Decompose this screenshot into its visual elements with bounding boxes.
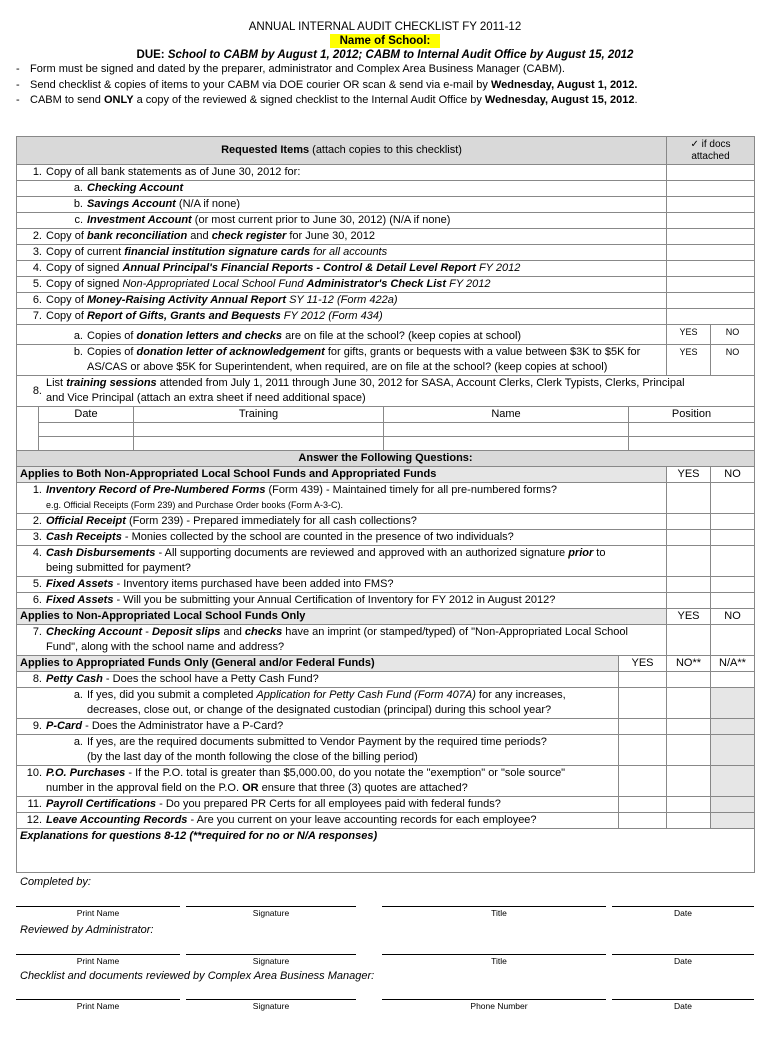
q10-yes[interactable] bbox=[619, 766, 667, 797]
item-6: 6. Copy of Money-Raising Activity Annual Report SY 11-12 (Form 422a) bbox=[17, 293, 667, 309]
question-7: 7. Checking Account - Deposit slips and checks have an imprint (or stamped/typed) of "Non-Appropriated Local School Fund", along with the school name and address? bbox=[17, 625, 667, 656]
item-7: 7. Copy of Report of Gifts, Grants and Bequests FY 2012 (Form 434) bbox=[17, 309, 667, 325]
instruction-2: - Send checklist & copies of items to your CABM via DOE courier OR scan & send via e-mail by Wednesday, August 1, 2012. bbox=[30, 78, 770, 94]
item-2: 2. Copy of bank reconciliation and check register for June 30, 2012 bbox=[17, 229, 667, 245]
title-line[interactable] bbox=[382, 954, 606, 955]
question-9a: a. If yes, are the required documents submitted to Vendor Payment by the required time periods? (by the last day of the month following the close of the billing period) bbox=[17, 735, 619, 766]
sec2-no-header: NO bbox=[711, 609, 755, 625]
item-7-checkbox[interactable] bbox=[667, 309, 755, 325]
print-name-label: Print Name bbox=[76, 908, 120, 918]
sec1-no-header: NO bbox=[711, 467, 755, 483]
q9-no[interactable] bbox=[667, 719, 711, 735]
q6-yes[interactable] bbox=[667, 593, 711, 609]
requested-items-table bbox=[16, 136, 754, 451]
phone-line[interactable] bbox=[382, 999, 606, 1000]
item-6-checkbox[interactable] bbox=[667, 293, 755, 309]
q9-yes[interactable] bbox=[619, 719, 667, 735]
instructions-list bbox=[0, 62, 770, 109]
q9a-no[interactable] bbox=[667, 735, 711, 766]
audit-checklist-page bbox=[0, 20, 770, 1044]
training-col-training: Training bbox=[134, 407, 384, 423]
questions-table bbox=[16, 450, 754, 873]
q5-yes[interactable] bbox=[667, 577, 711, 593]
q4-yes[interactable] bbox=[667, 546, 711, 577]
q8a-yes[interactable] bbox=[619, 688, 667, 719]
item-2-checkbox[interactable] bbox=[667, 229, 755, 245]
training-cell[interactable] bbox=[629, 423, 755, 437]
q9a-na bbox=[711, 735, 755, 766]
item-1-checkbox[interactable] bbox=[667, 165, 755, 181]
sec3-no-header: NO** bbox=[667, 656, 711, 672]
q4-no[interactable] bbox=[711, 546, 755, 577]
date-line[interactable] bbox=[612, 999, 754, 1000]
sec2-yes-header: YES bbox=[667, 609, 711, 625]
training-table bbox=[16, 406, 755, 451]
question-2: 2. Official Receipt (Form 239) - Prepared immediately for all cash collections? bbox=[17, 514, 667, 530]
item-4-checkbox[interactable] bbox=[667, 261, 755, 277]
item-3: 3. Copy of current financial institution signature cards for all accounts bbox=[17, 245, 667, 261]
school-name-label[interactable]: Name of School: bbox=[330, 34, 441, 48]
question-1: 1. Inventory Record of Pre-Numbered Forms (Form 439) - Maintained timely for all pre-numbered forms? e.g. Official Receipts (Form 239) and Purchase Order books (Form A-3-C). bbox=[17, 483, 667, 514]
due-text: School to CABM by August 1, 2012; CABM to Internal Audit Office by August 15, 2012 bbox=[167, 49, 634, 61]
reviewed-by-label: Reviewed by Administrator: bbox=[20, 924, 154, 936]
item-7a-no[interactable]: NO bbox=[711, 325, 755, 345]
print-name-line[interactable] bbox=[16, 954, 180, 955]
training-cell[interactable] bbox=[629, 437, 755, 451]
item-7a-yes[interactable]: YES bbox=[667, 325, 711, 345]
q10-no[interactable] bbox=[667, 766, 711, 797]
training-cell[interactable] bbox=[39, 423, 134, 437]
question-8a: a. If yes, did you submit a completed Application for Petty Cash Fund (Form 407A) for any increases, decreases, close out, or change of the designated custodian (principal) during this school year? bbox=[17, 688, 619, 719]
item-1b: b. Savings Account (N/A if none) bbox=[17, 197, 667, 213]
question-6: 6. Fixed Assets - Will you be submitting your Annual Certification of Inventory for FY 2012 in August 2012? bbox=[17, 593, 667, 609]
explanations-field[interactable]: Explanations for questions 8-12 (**required for no or N/A responses) bbox=[17, 829, 755, 873]
sec3-yes-header: YES bbox=[619, 656, 667, 672]
date-label: Date bbox=[674, 956, 692, 966]
q8a-na bbox=[711, 688, 755, 719]
q6-no[interactable] bbox=[711, 593, 755, 609]
item-4: 4. Copy of signed Annual Principal's Financial Reports - Control & Detail Level Report FY 2012 bbox=[17, 261, 667, 277]
title-label: Title bbox=[491, 956, 507, 966]
print-name-label: Print Name bbox=[76, 1001, 120, 1011]
q8-no[interactable] bbox=[667, 672, 711, 688]
item-1c-checkbox[interactable] bbox=[667, 213, 755, 229]
q3-no[interactable] bbox=[711, 530, 755, 546]
section-appropriated: Applies to Appropriated Funds Only (General and/or Federal Funds) bbox=[17, 656, 619, 672]
check-if-attached-header: ✓ if docs attached bbox=[667, 137, 755, 165]
completed-by-label: Completed by: bbox=[20, 876, 91, 888]
item-7b: b. Copies of donation letter of acknowledgement for gifts, grants or bequests with a value between $3K to $5K for AS/CAS or above $5K for Superintendent, when required, are on file at the school? (keep copies at school) bbox=[17, 345, 667, 376]
training-cell[interactable] bbox=[384, 437, 629, 451]
signature-line[interactable] bbox=[186, 906, 356, 907]
signature-label: Signature bbox=[252, 1001, 290, 1011]
q3-yes[interactable] bbox=[667, 530, 711, 546]
title-label: Title bbox=[491, 908, 507, 918]
q11-no[interactable] bbox=[667, 797, 711, 813]
date-line[interactable] bbox=[612, 954, 754, 955]
q8a-no[interactable] bbox=[667, 688, 711, 719]
q2-no[interactable] bbox=[711, 514, 755, 530]
item-7a: a. Copies of donation letters and checks are on file at the school? (keep copies at school) bbox=[17, 325, 667, 345]
print-name-line[interactable] bbox=[16, 906, 180, 907]
q11-yes[interactable] bbox=[619, 797, 667, 813]
q1-no[interactable] bbox=[711, 483, 755, 514]
question-12: 12. Leave Accounting Records - Are you current on your leave accounting records for each employee? bbox=[17, 813, 619, 829]
instruction-1: - Form must be signed and dated by the preparer, administrator and Complex Area Business Manager (CABM). bbox=[30, 62, 770, 78]
signature-label: Signature bbox=[252, 908, 290, 918]
phone-label: Phone Number bbox=[470, 1001, 528, 1011]
item-7b-yes[interactable]: YES bbox=[667, 345, 711, 376]
sec3-na-header: N/A** bbox=[711, 656, 755, 672]
section-both-funds: Applies to Both Non-Appropriated Local School Funds and Appropriated Funds bbox=[17, 467, 667, 483]
q2-yes[interactable] bbox=[667, 514, 711, 530]
question-8: 8. Petty Cash - Does the school have a Petty Cash Fund? bbox=[17, 672, 619, 688]
print-name-line[interactable] bbox=[16, 999, 180, 1000]
q8-yes[interactable] bbox=[619, 672, 667, 688]
question-11: 11. Payroll Certifications - Do you prepared PR Certs for all employees paid with federal funds? bbox=[17, 797, 619, 813]
signature-label: Signature bbox=[252, 956, 290, 966]
training-cell[interactable] bbox=[384, 423, 629, 437]
training-col-date: Date bbox=[39, 407, 134, 423]
question-9: 9. P-Card - Does the Administrator have a P-Card? bbox=[17, 719, 619, 735]
title-line[interactable] bbox=[382, 906, 606, 907]
question-4: 4. Cash Disbursements - All supporting documents are reviewed and approved with an authorized signature prior to being submitted for payment? bbox=[17, 546, 667, 577]
date-label: Date bbox=[674, 1001, 692, 1011]
q12-na bbox=[711, 813, 755, 829]
training-col-name: Name bbox=[384, 407, 629, 423]
item-5: 5. Copy of signed Non-Appropriated Local School Fund Administrator's Check List FY 2012 bbox=[17, 277, 667, 293]
questions-header: Answer the Following Questions: bbox=[17, 451, 755, 467]
q12-yes[interactable] bbox=[619, 813, 667, 829]
q12-no[interactable] bbox=[667, 813, 711, 829]
item-1c: c. Investment Account (or most current prior to June 30, 2012) (N/A if none) bbox=[17, 213, 667, 229]
print-name-label: Print Name bbox=[76, 956, 120, 966]
q1-yes[interactable] bbox=[667, 483, 711, 514]
q5-no[interactable] bbox=[711, 577, 755, 593]
training-cell[interactable] bbox=[134, 437, 384, 451]
cabm-review-label: Checklist and documents reviewed by Complex Area Business Manager: bbox=[20, 970, 375, 982]
q8-na[interactable] bbox=[711, 672, 755, 688]
item-1a: a. Checking Account bbox=[17, 181, 667, 197]
signature-line[interactable] bbox=[186, 999, 356, 1000]
form-title: ANNUAL INTERNAL AUDIT CHECKLIST FY 2011-12 bbox=[248, 21, 522, 33]
due-label: DUE: bbox=[136, 49, 165, 61]
item-7b-no[interactable]: NO bbox=[711, 345, 755, 376]
question-10: 10. P.O. Purchases - If the P.O. total is greater than $5,000.00, do you notate the "exemption" or "sole source" number in the approval field on the P.O. OR ensure that three (3) quotes are attached? bbox=[17, 766, 619, 797]
signature-line[interactable] bbox=[186, 954, 356, 955]
instruction-3: - CABM to send ONLY a copy of the reviewed & signed checklist to the Internal Audit Office by Wednesday, August 15, 2012. bbox=[30, 93, 770, 109]
question-5: 5. Fixed Assets - Inventory items purchased have been added into FMS? bbox=[17, 577, 667, 593]
item-1b-checkbox[interactable] bbox=[667, 197, 755, 213]
training-cell[interactable] bbox=[134, 423, 384, 437]
date-line[interactable] bbox=[612, 906, 754, 907]
date-label: Date bbox=[674, 908, 692, 918]
training-col-position: Position bbox=[629, 407, 755, 423]
q9a-yes[interactable] bbox=[619, 735, 667, 766]
item-8: 8.List training sessions attended from July 1, 2011 through June 30, 2012 for SASA, Account Clerks, Clerk Typists, Clerks, Principal and Vice Principal (attach an extra sheet if need additional space) bbox=[17, 376, 755, 407]
question-3: 3. Cash Receipts - Monies collected by the school are counted in the presence of two individuals? bbox=[17, 530, 667, 546]
q9-na bbox=[711, 719, 755, 735]
section-non-appropriated: Applies to Non-Appropriated Local School Funds Only bbox=[17, 609, 667, 625]
q7-no[interactable] bbox=[711, 625, 755, 656]
q10-na bbox=[711, 766, 755, 797]
item-1: 1. Copy of all bank statements as of June 30, 2012 for: bbox=[17, 165, 667, 181]
q11-na bbox=[711, 797, 755, 813]
q7-yes[interactable] bbox=[667, 625, 711, 656]
sec1-yes-header: YES bbox=[667, 467, 711, 483]
requested-items-header: Requested Items (attach copies to this checklist) bbox=[17, 137, 667, 165]
training-cell[interactable] bbox=[39, 437, 134, 451]
item-5-checkbox[interactable] bbox=[667, 277, 755, 293]
item-1a-checkbox[interactable] bbox=[667, 181, 755, 197]
item-3-checkbox[interactable] bbox=[667, 245, 755, 261]
